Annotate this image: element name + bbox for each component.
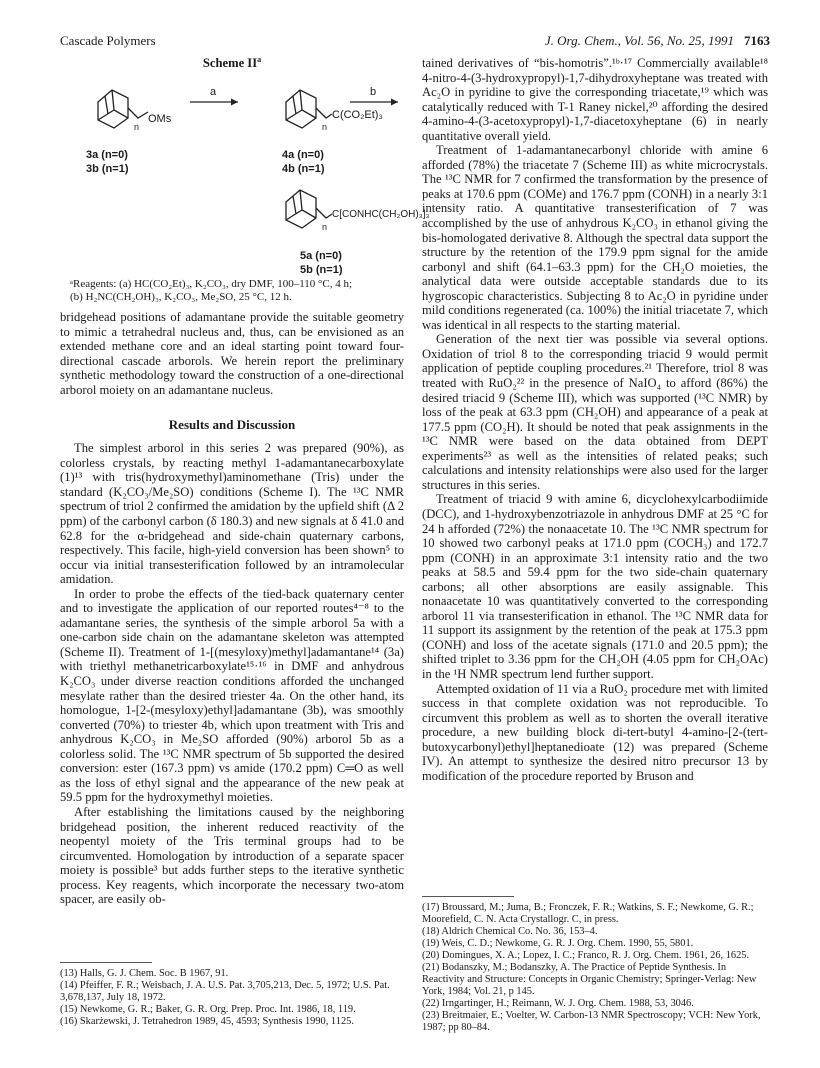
- adamantane-cage-2: [286, 90, 316, 128]
- compound-5b: 5b (n=1): [300, 264, 343, 276]
- right-column: [422, 56, 768, 783]
- intro-paragraph: bridgehead positions of adamantane provide the suitable geometry to mimic a tetrahedral nucleus and, thus, can be envisioned as an extended methane core and an ideal starting point toward four-directional cascade arborols. We herein report the preliminary synthetic methodology toward the construction of a one-directional arborol moiety on an adamantane nucleus.: [60, 310, 404, 397]
- journal-citation: J. Org. Chem., Vol. 56, No. 25, 1991: [544, 33, 734, 48]
- arrow-b-label: b: [370, 86, 377, 98]
- compound-4b: 4b (n=1): [282, 163, 325, 175]
- ester-group: C(CO₂Et)₃: [332, 109, 383, 121]
- adamantane-cage-1: [98, 90, 128, 128]
- running-header-right: [545, 33, 770, 49]
- reagents-line-1: ᵃReagents: (a) HC(CO₂Et)₃, K₂CO₃, dry DMF, 100–110 °C, 4 h;: [70, 278, 353, 290]
- body-paragraph: Treatment of triacid 9 with amine 6, dicyclohexylcarbodiimide (DCC), and 1-hydroxybenzotriazole in anhydrous DMF at 25 °C for 24 h afforded (72%) the nonaacetate 10. The ¹³C NMR spectrum for 10 showed two carbonyl peaks at 171.0 ppm (COCH₃) and 172.7 ppm (CONH) in an approximate 3:1 intensity ratio and the two peaks at 58.5 and 59.4 ppm for the two side-chain quaternary carbons; all other absorptions are easily assignable. This nonaacetate 10 was quantitatively converted to the corresponding arborol 11 via transesterification in ethanol. The ¹³C NMR data for 11 support its assignment by the retention of the peak at 175.3 ppm (CONH) and loss of the acetate signals (171.0 and 20.5 ppm); the shifted triplet to 3.36 ppm for the CH₂OH (4.05 ppm for CH₂OAc) in the ¹H NMR spectrum lend further support.: [422, 492, 768, 681]
- footnote: (17) Broussard, M.; Juma, B.; Fronczek, F. R.; Watkins, S. F.; Newkome, G. R.; Moorefield, C. N. Acta Crystallogr. C, in press.: [422, 902, 754, 925]
- adamantane-cage-3: [286, 190, 316, 228]
- side-chain-3: [316, 208, 332, 218]
- compound-4a: 4a (n=0): [282, 149, 324, 161]
- footnote: (21) Bodanszky, M.; Bodanszky, A. The Practice of Peptide Synthesis. In Reactivity and Structure: Concepts in Organic Chemistry; Springer-Verlag: New York, 1984; Vol. 21, p 145.: [422, 962, 757, 997]
- scheme-reagents: [70, 278, 404, 303]
- scheme-title-text: Scheme II: [202, 56, 258, 70]
- side-chain-1: [128, 108, 148, 118]
- footnotes-left: [60, 968, 404, 1028]
- section-heading: Results and Discussion: [168, 417, 296, 433]
- footnote-rule-right: [422, 896, 514, 897]
- reagents-line-2: (b) H₂NC(CH₂OH)₃, K₂CO₃, Me₂SO, 25 °C, 12 h.: [70, 290, 292, 303]
- n-label-1: n: [134, 122, 140, 132]
- arrow-a-label: a: [210, 86, 217, 98]
- n-label-3: n: [322, 222, 328, 232]
- body-paragraph: Treatment of 1-adamantanecarbonyl chloride with amine 6 afforded (78%) the triacetate 7 (Scheme III) as white microcrystals. The ¹³C NMR for 7 confirmed the transformation by the presence of peaks at 170.6 ppm (COMe) and 176.7 ppm (CONH) in a nearly 3:1 intensity ratio. A quantitative transesterification of 7 was accomplished by the use of anhydrous K₂CO₃ in ethanol giving the bis-homologated derivative 8. Although the spectral data support the structure by the retention of the 179.9 ppm signal for the amide carbonyl and shift (64.1–63.3 ppm) for the CH₂O moieties, the analytical data were outside acceptable standards due to its hygroscopic characteristics. Subjecting 8 to Ac₂O in pyridine under mild conditions regenerated (ca. 100%) the initial triacetate 7, which was identical in all respects to the starting material.: [422, 143, 768, 332]
- compound-3a: 3a (n=0): [86, 149, 128, 161]
- scheme-figure: [60, 54, 430, 306]
- body-paragraph: After establishing the limitations caused by the neighboring bridgehead position, the inherent reduced reactivity of the neopentyl moiety of the Tris terminal groups had to be circumvented. Homologation by introduction of a separate spacer moiety is possible³ but adds further steps to the iterative synthetic process. Key reagents, which incorporate the necessary two-atom spacer, are easily ob-: [60, 804, 404, 907]
- footnote-rule-left: [60, 962, 152, 963]
- footnotes-right: [422, 902, 768, 1034]
- footnote: (19) Weis, C. D.; Newkome, G. R. J. Org. Chem. 1990, 55, 5801.: [422, 938, 694, 949]
- amide-group: C[CONHC(CH₂OH)₃]₃: [332, 209, 430, 220]
- compound-3b: 3b (n=1): [86, 163, 129, 175]
- footnote: (14) Pfeiffer, F. R.; Weisbach, J. A. U.S. Pat. 3,705,213, Dec. 5, 1972; U.S. Pat. 3,678,137, July 18, 1972.: [60, 980, 390, 1003]
- footnote: (15) Newkome, G. R.; Baker, G. R. Org. Prep. Proc. Int. 1986, 18, 119.: [60, 1004, 356, 1015]
- side-chain-2: [316, 108, 332, 118]
- footnote: (13) Halls, G. J. Chem. Soc. B 1967, 91.: [60, 968, 229, 979]
- scheme-title-sup: a: [257, 54, 262, 64]
- footnote: (20) Domingues, X. A.; Lopez, I. C.; Franco, R. J. Org. Chem. 1961, 26, 1625.: [422, 950, 750, 961]
- footnote: (16) Skarżewski, J. Tetrahedron 1989, 45, 4593; Synthesis 1990, 1125.: [60, 1016, 354, 1027]
- body-paragraph: Attempted oxidation of 11 via a RuO₂ procedure met with limited success in that complete oxidation was not reproducible. To circumvent this problem as well as to shorten the overall iterative procedure, a new building block di-tert-butyl 4-amino-[2-(tert-butoxycarbonyl)ethyl]heptanedioate (12) was prepared (Scheme IV). An attempt to synthesize the desired nitro precursor 13 by modification of the procedure reported by Bruson and: [422, 681, 768, 783]
- oms-group: OMs: [148, 113, 172, 125]
- left-column: [60, 310, 404, 907]
- body-paragraph: Generation of the next tier was possible via several options. Oxidation of triol 8 to the corresponding triacid 9 would permit application of peptide coupling procedures.²¹ Therefore, triol 8 was treated with RuO₂²² in the presence of NaIO₄ to afford (86%) the desired triacid 9 (Scheme III), which was supported (¹³C NMR) by loss of the peak at 63.3 ppm (CH₂OH) and appearance of a peak at 177.5 ppm (CO₂H). It should be noted that peak assignments in the ¹³C NMR were based on the data obtained from DEPT experiments²³ as well as the intensities of related peaks; such calculations and intensity relationships were also used for the larger structures in this series.: [422, 332, 768, 492]
- body-paragraph: tained derivatives of “bis-homotris”.¹ᵇ·¹⁷ Commercially available¹⁸ 4-nitro-4-(3-hydroxypropyl)-1,7-dihydroxyheptane was treated with Ac₂O in pyridine to give the corresponding triacetate,¹⁹ which was catalytically reduced with T-1 Raney nickel,²⁰ affording the desired 4-amino-4-(3-acetoxypropyl)-1,7-diacetoxyheptane (6) in nearly quantitative overall yield.: [422, 56, 768, 143]
- footnote: (22) Irngartinger, H.; Reimann, W. J. Org. Chem. 1988, 53, 3046.: [422, 998, 694, 1009]
- compound-5a: 5a (n=0): [300, 250, 342, 262]
- page-number: 7163: [744, 33, 770, 48]
- running-header-left: Cascade Polymers: [60, 33, 156, 48]
- n-label-2: n: [322, 122, 328, 132]
- footnote: (18) Aldrich Chemical Co. No. 36, 153–4.: [422, 926, 598, 937]
- footnote: (23) Breitmaier, E.; Voelter, W. Carbon-13 NMR Spectroscopy; VCH: New York, 1987; pp 80–84.: [422, 1010, 761, 1033]
- body-paragraph: The simplest arborol in this series 2 was prepared (90%), as colorless crystals, by reacting methyl 1-adamantanecarboxylate (1)¹³ with tris(hydroxymethyl)aminomethane (Tris) under the standard (K₂CO₃/Me₂SO) conditions (Scheme I). The ¹³C NMR spectrum of triol 2 confirmed the amidation by the upfield shift (Δ 2 ppm) of the carbonyl carbon (δ 180.3) and new signals at δ 41.0 and 62.8 for the α-bridgehead and side-chain quaternary carbons, respectively. This facile, high-yield conversion has been shown⁵ to occur via initial transesterification followed by an intramolecular amidation.: [60, 441, 404, 587]
- body-paragraph: In order to probe the effects of the tied-back quaternary center and to investigate the application of our reported routes⁴⁻⁸ to the adamantane series, the synthesis of the simple arborol 5a with a one-carbon side chain on the adamantane skeleton was attempted (Scheme II). Treatment of 1-[(mesyloxy)methyl]adamantane¹⁴ (3a) with triethyl methanetricarboxylate¹⁵·¹⁶ in DMF and anhydrous K₂CO₃ under diverse reaction conditions afforded the unchanged mesylate rather than the desired triester 4a. On the other hand, its homologue, 1-[2-(mesyloxy)ethyl]adamantane (3b), was smoothly converted (70%) to triester 4b, which upon treatment with Tris and anhydrous K₂CO₃ in Me₂SO afforded (90%) arborol 5b as a colorless solid. The ¹³C NMR spectrum of 5b supported the desired conversion: ester (167.3 ppm) vs amide (170.2 ppm) C═O as well as the loss of ethyl signal and the appearance of the new peak at 59.5 ppm for the hydroxymethyl moieties.: [60, 586, 404, 805]
